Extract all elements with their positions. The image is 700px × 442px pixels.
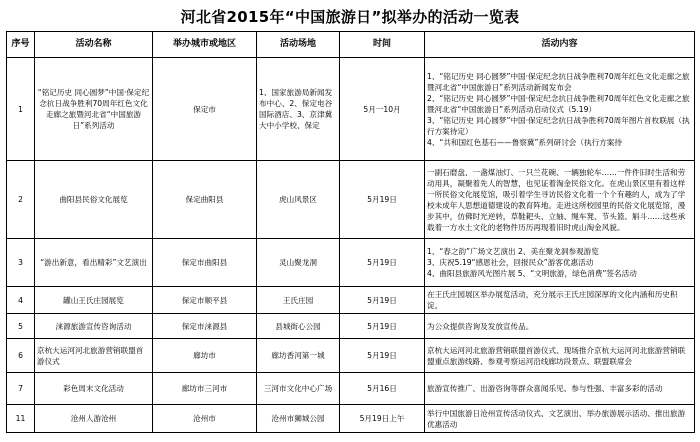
cell-city: 保定市涞源县 xyxy=(153,314,257,339)
content-line: 在王氏庄园展区举办展览活动，充分展示王氏庄园深厚的文化内涵和历史积淀。 xyxy=(427,290,678,310)
table-row xyxy=(7,58,695,161)
cell-no: 5 xyxy=(7,314,35,339)
content-line: 京杭大运河河北旅游营销联盟首游仪式、现场推介京杭大运河河北旅游营销联盟重点旅游线路、参观考察运河沿线廊坊段景点、联盟联席会 xyxy=(427,345,686,366)
cell-city: 保定市曲阳县 xyxy=(153,239,257,287)
table-row xyxy=(7,161,695,239)
cell-venue: 虎山风景区 xyxy=(257,161,340,239)
table-row xyxy=(7,339,695,373)
table-row xyxy=(7,373,695,405)
cell-city: 保定市 xyxy=(153,58,257,161)
cell-venue: 三河市文化中心广场 xyxy=(257,373,340,405)
header-content: 活动内容 xyxy=(425,32,695,58)
cell-city: 保定市顺平县 xyxy=(153,287,257,314)
cell-content xyxy=(425,58,695,161)
content-line: 4、曲阳县旅游风光图片展 5、“文明旅游，绿色消费”签名活动 xyxy=(427,269,637,278)
header-time: 时间 xyxy=(340,32,425,58)
cell-venue: 灵山聚龙洞 xyxy=(257,239,340,287)
cell-name: 曲阳县民俗文化展览 xyxy=(35,161,153,239)
cell-no: 4 xyxy=(7,287,35,314)
cell-no: 6 xyxy=(7,339,35,373)
content-line: 1、“春之韵”广场文艺演出 2、美在聚龙洞参观游览 xyxy=(427,247,599,256)
cell-time: 5月19日 xyxy=(340,314,425,339)
cell-no: 11 xyxy=(7,405,35,433)
cell-venue: 县城街心公园 xyxy=(257,314,340,339)
cell-name: 沧州人游沧州 xyxy=(35,405,153,433)
cell-name: “游出新意，看出精彩”文艺演出 xyxy=(35,239,153,287)
activity-table xyxy=(6,31,695,433)
table-row xyxy=(7,287,695,314)
cell-name: “铭记历史 同心圆梦”中国·保定纪念抗日战争胜利70周年红色文化走廊之旅暨河北省“中国旅游日”系列活动 xyxy=(35,58,153,161)
table-row xyxy=(7,405,695,433)
cell-city: 廊坊市三河市 xyxy=(153,373,257,405)
cell-content xyxy=(425,314,695,339)
cell-city: 沧州市 xyxy=(153,405,257,433)
cell-time: 5月19日 xyxy=(340,287,425,314)
cell-no: 3 xyxy=(7,239,35,287)
table-row xyxy=(7,239,695,287)
cell-time: 5月19日 xyxy=(340,339,425,373)
header-city: 举办城市或地区 xyxy=(153,32,257,58)
content-line: 举行中国旅游日沧州宣传活动仪式、文艺演出、举办旅游展示活动、推出旅游优惠活动 xyxy=(427,408,686,429)
table-header-row xyxy=(7,32,695,58)
cell-venue: 1、国家旅游局新闻发布中心、2、保定电谷国际酒店、3、京津冀大中小学校、保定 xyxy=(257,58,340,161)
content-line: 3、庆祝5.19“感恩社会，回报民众”游客优惠活动 xyxy=(427,258,594,267)
cell-venue: 沧州市狮城公园 xyxy=(257,405,340,433)
cell-content xyxy=(425,373,695,405)
cell-venue: 廊坊香河第一城 xyxy=(257,339,340,373)
cell-name: 京杭大运河河北旅游营销联盟首游仪式 xyxy=(35,339,153,373)
cell-no: 1 xyxy=(7,58,35,161)
content-line: 为公众提供咨询及发放宣传品。 xyxy=(427,321,534,331)
cell-time: 5月19日上午 xyxy=(340,405,425,433)
cell-name: 彩色周末文化活动 xyxy=(35,373,153,405)
cell-time: 5月19日 xyxy=(340,239,425,287)
cell-content xyxy=(425,161,695,239)
content-line: 2、“铭记历史 同心圆梦”中国·保定纪念抗日战争胜利70周年红色文化走廊之旅暨河北省“中国旅游日”系列活动启动仪式（5.19） xyxy=(427,93,690,114)
cell-content xyxy=(425,287,695,314)
header-no: 序号 xyxy=(7,32,35,58)
header-name: 活动名称 xyxy=(35,32,153,58)
cell-content xyxy=(425,405,695,433)
cell-time: 5月一10月 xyxy=(340,58,425,161)
cell-no: 7 xyxy=(7,373,35,405)
content-line: 一副石磨盘、一盏煤油灯、一只兰花碗、一辆独轮车……一件件旧时生活和劳动用具，凝聚着先人的智慧，也见证着淘金民俗文化。在虎山景区里有着这样一所民俗文化展览馆，吸引着学生寻访民俗文化着一个个有趣的人，成为了学校未成年人思想道德建设的教育阵地。走进这所校园里的民俗文化展览馆，漫步其中，仿佛时光逆转，草鞋耙头、立轴、绳车凳、节头篮、斛斗……这些承载着一方水土文化的老物件历历再现着旧时虎山淘金风貌。 xyxy=(427,167,686,232)
table-row xyxy=(7,314,695,339)
content-line: 4、“共和国红色基石——鲁察冀”系列研讨会（执行方案待 xyxy=(427,137,622,147)
cell-time: 5月16日 xyxy=(340,373,425,405)
content-line: 旅游宣传推广、出游咨询等群众喜闻乐见、参与性强、丰富多彩的活动 xyxy=(427,384,663,393)
cell-content xyxy=(425,239,695,287)
cell-name: 涞源旅游宣传咨询活动 xyxy=(35,314,153,339)
cell-city: 廊坊市 xyxy=(153,339,257,373)
cell-no: 2 xyxy=(7,161,35,239)
content-line: 1、“铭记历史 同心圆梦”中国·保定纪念抗日战争胜利70周年红色文化走廊之旅暨河北省“中国旅游日”系列活动新闻发布会 xyxy=(427,71,690,92)
cell-content xyxy=(425,339,695,373)
content-line: 3、“铭记历史 同心圆梦”中国·保定纪念抗日战争胜利70周年图片首枚联展（执行方案待定） xyxy=(427,115,690,136)
cell-name: 罐山王氏庄园展览 xyxy=(35,287,153,314)
cell-city: 保定曲阳县 xyxy=(153,161,257,239)
header-venue: 活动场地 xyxy=(257,32,340,58)
cell-venue: 王氏庄园 xyxy=(257,287,340,314)
document-title: 河北省2015年“中国旅游日”拟举办的活动一览表 xyxy=(180,8,520,26)
cell-time: 5月19日 xyxy=(340,161,425,239)
